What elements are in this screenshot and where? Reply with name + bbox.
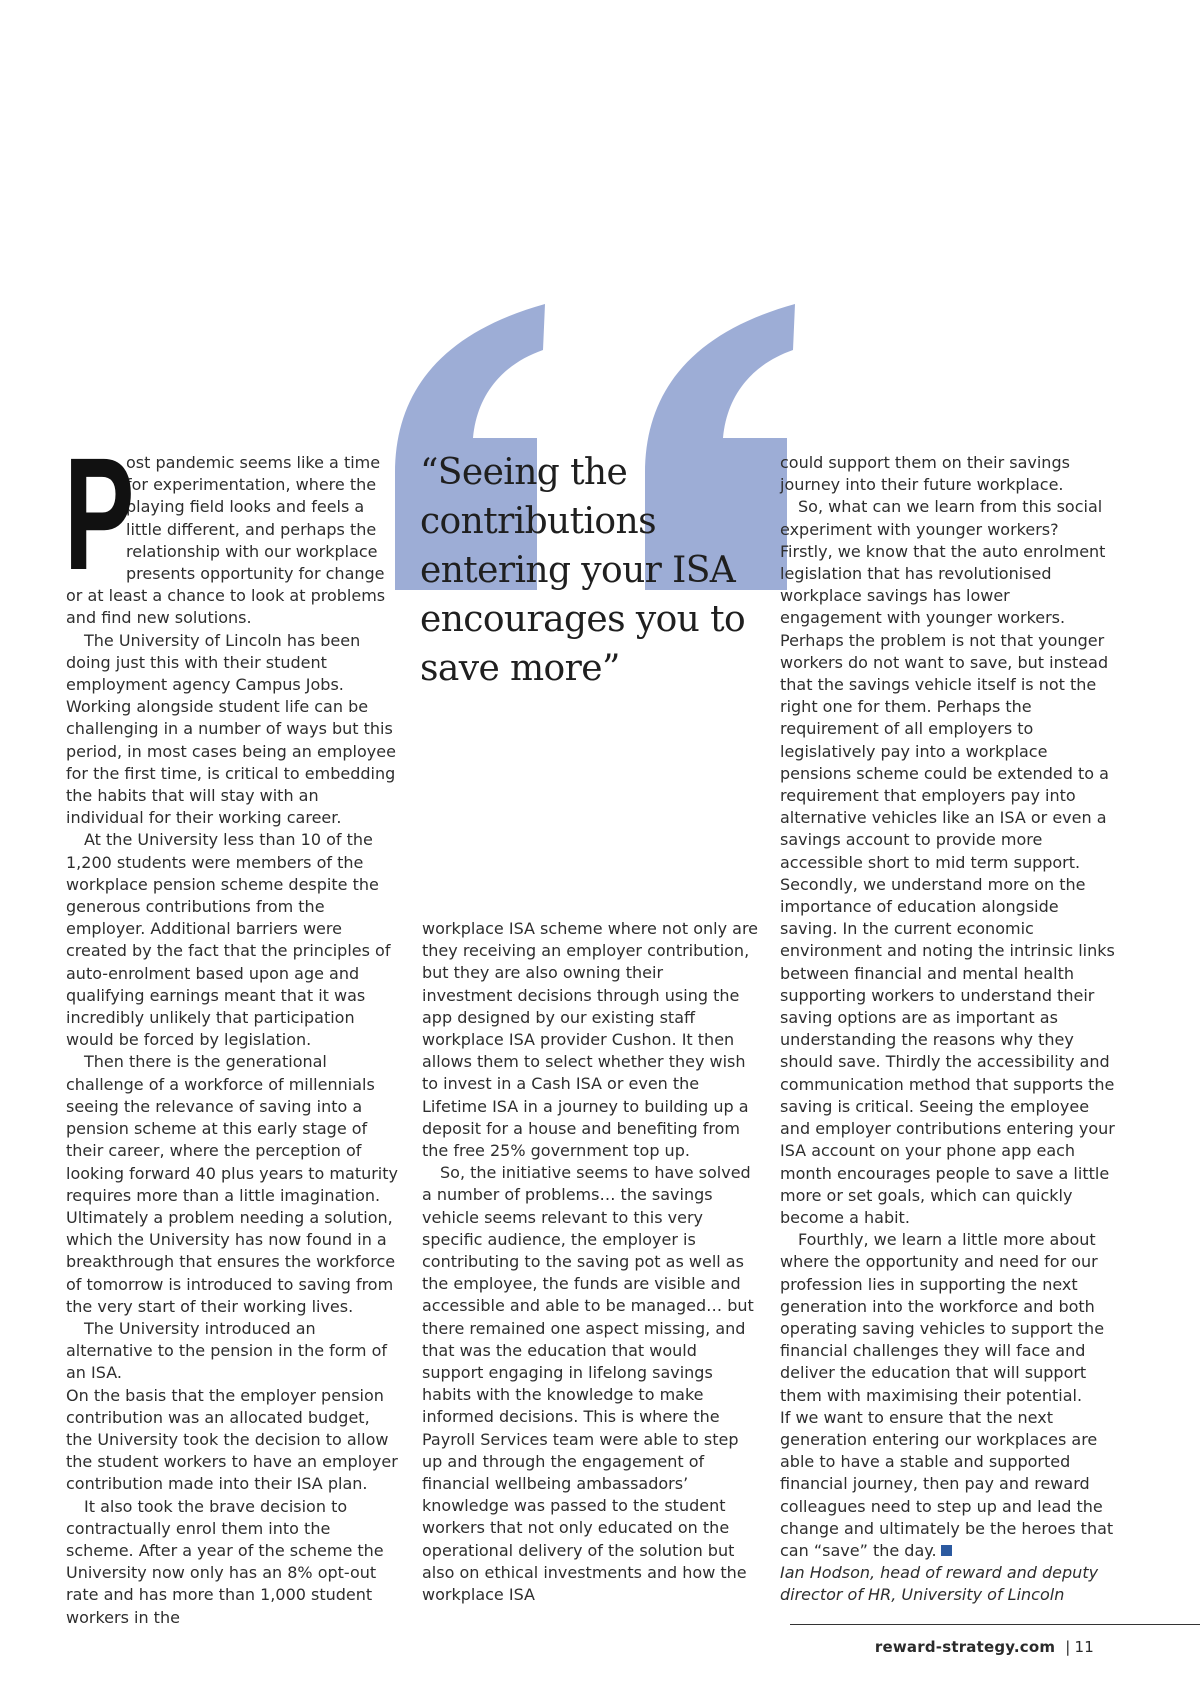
byline-line-1: Ian Hodson, head of reward and deputy (780, 1563, 1099, 1583)
paragraph: At the University less than 10 of the 1,200 students were members of the workplace pension scheme despite the generous contributions from the employer. Additional barriers were created by the fact that the principles of auto-enrolment based upon age and qualifying earnings meant that it was incredibly unlikely that participation would be forced by legislation. (66, 830, 391, 1050)
paragraph: Then there is the generational challenge of a workforce of millennials seeing the relevance of saving into a pension scheme at this early stage of their career, where the perception of looking forward 40 plus years to maturity requires more than a little imagination. Ultimately a problem needing a solution, which the University has now found in a breakthrough that ensures the workforce of tomorrow is introduced to saving from the very start of their working lives. (66, 1052, 398, 1316)
footer-site: reward-strategy.com (874, 1638, 1056, 1656)
end-mark-icon (941, 1545, 952, 1556)
paragraph: The University introduced an alternative to the pension in the form of an ISA. (66, 1318, 387, 1383)
paragraph: The University of Lincoln has been doing just this with their student employment agency Campus Jobs. Working alongside student life can be challenging in a number of ways but this period, in most cases being an employee for the first time, is critical to embedding the habits that will stay with an individual for their working career. (66, 630, 396, 828)
paragraph: Fourthly, we learn a little more about where the opportunity and need for our profession lies in supporting the next generation into the workforce and both operating saving vehicles to support the financial challenges they will face and deliver the education that will support them with maximising their potential. (780, 1230, 1105, 1405)
paragraph: So, what can we learn from this social experiment with younger workers? (780, 497, 1103, 539)
paragraph: ost pandemic seems like a time for experimentation, where the playing field looks and feels a little different, and perhaps the relationship with our workplace presents opportunity for change or at least a chance to look at problems and find new solutions. (66, 453, 386, 628)
paragraph: could support them on their savings journey into their future workplace. (780, 453, 1070, 495)
paragraph: It also took the brave decision to contractually enrol them into the scheme. After a year of the scheme the University now only has an 8% opt-out rate and has more than 1,000 student workers in the (66, 1496, 384, 1627)
pull-quote: “Seeing the contributions entering your ISA encourages you to save more” (420, 452, 746, 689)
paragraph: Firstly, we know that the auto enrolment legislation that has revolutionised workplace savings has lower engagement with younger workers. Perhaps the problem is not that younger workers do not want to save, but instead that the savings vehicle itself is not the right one for them. Perhaps the requirement of all employers to legislatively pay into a workplace pensions scheme could be extended to a requirement that employers pay into alternative vehicles like an ISA or even a savings account to provide more accessible short to mid term support. Secondly, we understand more on the importance of education alongside saving. In the current economic environment and noting the intrinsic links between financial and mental health supporting workers to understand their saving options are as important as understanding the reasons why they should save. Thirdly the accessibility and communication method that supports the saving is critical. Seeing the employee and employer contributions entering your ISA account on your phone app each month encourages people to save a little more or set goals, which can quickly become a habit. (780, 541, 1115, 1227)
drop-cap: P (64, 424, 135, 603)
footer-separator: | (1065, 1638, 1071, 1656)
closing-text: If we want to ensure that the next generation entering our workplaces are able to have a stable and supported financial journey, then pay and reward colleagues need to step up and lead the change and ultimately be the heroes that can “save” the day. (780, 1407, 1114, 1560)
article-column-right (780, 452, 1116, 1607)
article-column-left (64, 424, 398, 1629)
article-column-middle (422, 918, 758, 1606)
paragraph: So, the initiative seems to have solved a number of problems… the savings vehicle seems relevant to this very specific audience, the employer is contributing to the saving pot as well as the employee, the funds are visible and accessible and able to be managed… but there remained one aspect missing, and that was the education that would support engaging in lifelong savings habits with the knowledge to make informed decisions. This is where the Payroll Services team were able to step up and through the engagement of financial wellbeing ambassadors’ knowledge was passed to the student workers that not only educated on the operational delivery of the solution but also on ethical investments and how the workplace ISA (422, 1163, 754, 1605)
byline-line-2: director of HR, University of Lincoln (780, 1585, 1065, 1605)
paragraph (780, 1407, 1116, 1562)
byline (780, 1562, 1116, 1606)
footer-rule (790, 1624, 1200, 1625)
paragraph: On the basis that the employer pension contribution was an allocated budget, the University took the decision to allow the student workers to have an employer contribution made into their ISA plan. (66, 1385, 398, 1494)
paragraph: workplace ISA scheme where not only are they receiving an employer contribution, but they are also owning their investment decisions through using the app designed by our existing staff workplace ISA provider Cushon. It then allows them to select whether they wish to invest in a Cash ISA or even the Lifetime ISA in a journey to building up a deposit for a house and benefiting from the free 25% government top up. (422, 919, 759, 1161)
page-footer (875, 1638, 1094, 1656)
page-number: 11 (1074, 1638, 1094, 1656)
